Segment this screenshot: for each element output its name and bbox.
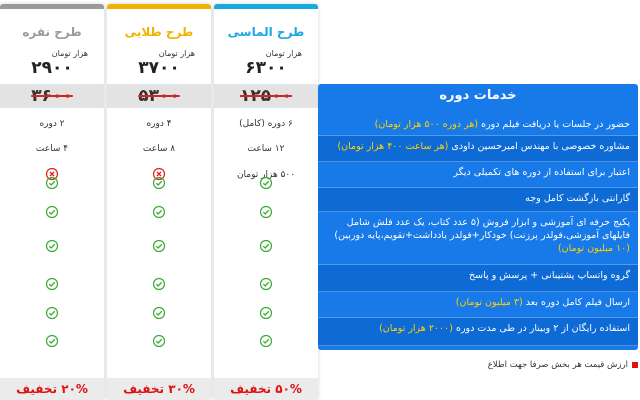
feature-text: گروه واتساپ پشتیبانی + پرسش و پاسخ bbox=[469, 270, 630, 281]
feature-text: استفاده رایگان از ۲ وبینار در طی مدت دوره bbox=[452, 323, 630, 334]
check-icon bbox=[152, 238, 166, 252]
check-icon bbox=[259, 204, 273, 218]
check-icon bbox=[259, 175, 273, 189]
plan-price: ۳۷۰۰ bbox=[138, 58, 180, 78]
feature-text: اعتبار برای استفاده از دوره های تکمیلی دیگر bbox=[453, 167, 630, 178]
plan-name: طرح طلایی bbox=[124, 25, 194, 39]
note-text: ارزش قیمت هر بخش صرفا جهت اطلاع bbox=[487, 360, 628, 370]
feature-value-highlight: (هر دوره ۵۰۰ هزار تومان) bbox=[374, 119, 479, 130]
check-icon bbox=[45, 305, 59, 319]
sessions-value: ۴ دوره bbox=[146, 119, 172, 129]
old-price: ۱۲۵۰۰ bbox=[240, 86, 292, 106]
feature-row bbox=[318, 265, 638, 292]
plan-price: ۶۳۰۰ bbox=[245, 58, 287, 78]
price-unit: هزار تومان bbox=[158, 49, 195, 58]
check-icon bbox=[259, 305, 273, 319]
feature-text: ارسال فیلم کامل دوره بعد bbox=[522, 297, 630, 308]
plan-name: طرح نقره bbox=[22, 25, 82, 39]
feature-row bbox=[318, 292, 638, 318]
feature-row bbox=[318, 212, 638, 265]
check-icon bbox=[152, 175, 166, 189]
discount-badge: ۵۰% تخفیف bbox=[214, 378, 318, 400]
feature-value-highlight: (۳ میلیون تومان) bbox=[455, 297, 523, 308]
check-icon bbox=[152, 276, 166, 290]
price-note bbox=[370, 360, 638, 370]
check-icon bbox=[152, 333, 166, 347]
old-price: ۵۳۰۰ bbox=[138, 86, 180, 106]
sessions-value: ۲ دوره bbox=[39, 119, 65, 129]
feature-row bbox=[318, 162, 638, 188]
check-icon bbox=[259, 238, 273, 252]
feature-row bbox=[318, 136, 638, 162]
feature-text: حضور در جلسات یا دریافت فیلم دوره bbox=[478, 119, 630, 130]
sessions-value: ۶ دوره (کامل) bbox=[239, 119, 293, 129]
check-icon bbox=[45, 204, 59, 218]
old-price-box bbox=[0, 84, 104, 108]
feature-text: پکیج حرفه ای آموزشی و ابزار فروش (۵ عدد کتاب، یک عدد فلش شامل فایلهای آموزشی،فولدر پرزنت) خودکار+فولدر یادداشت+تقویم،پایه دوربین) bbox=[334, 217, 630, 241]
feature-text: گارانتی بازگشت کامل وجه bbox=[525, 193, 630, 204]
feature-value-highlight: (۲۰۰۰ هزار تومان) bbox=[379, 323, 453, 334]
plan-top-accent bbox=[214, 4, 318, 9]
features-title: خدمات دوره bbox=[439, 88, 517, 103]
feature-value-highlight: (۱۰ میلیون تومان) bbox=[557, 243, 630, 254]
plan-top-accent bbox=[107, 4, 211, 9]
price-unit: هزار تومان bbox=[265, 49, 302, 58]
feature-text: مشاوره خصوصی با مهندس امیرحسین داودی bbox=[448, 141, 630, 152]
check-icon bbox=[45, 175, 59, 189]
feature-row bbox=[318, 318, 638, 346]
check-icon bbox=[45, 333, 59, 347]
discount-badge: ۳۰% تخفیف bbox=[107, 378, 211, 400]
feature-value-highlight: (هر ساعت ۴۰۰ هزار تومان) bbox=[337, 141, 449, 152]
note-bullet-icon bbox=[632, 362, 638, 368]
credit-value: ۵۰۰ هزار تومان bbox=[236, 170, 296, 180]
plan-top-accent bbox=[0, 4, 104, 9]
old-price: ۳۶۰۰ bbox=[31, 86, 73, 106]
check-icon bbox=[259, 333, 273, 347]
feature-row bbox=[318, 188, 638, 212]
plan-gold-card bbox=[107, 4, 211, 400]
hours-value: ۸ ساعت bbox=[142, 144, 176, 154]
hours-value: ۱۲ ساعت bbox=[247, 144, 285, 154]
price-unit: هزار تومان bbox=[51, 49, 88, 58]
feature-row bbox=[318, 114, 638, 136]
old-price-box bbox=[214, 84, 318, 108]
plan-price: ۲۹۰۰ bbox=[31, 58, 73, 78]
discount-badge: ۲۰% تخفیف bbox=[0, 378, 104, 400]
features-panel bbox=[318, 84, 638, 350]
plan-diamond-card bbox=[214, 4, 318, 400]
hours-value: ۴ ساعت bbox=[35, 144, 69, 154]
check-icon bbox=[259, 276, 273, 290]
plan-silver-card bbox=[0, 4, 104, 400]
check-icon bbox=[45, 238, 59, 252]
check-icon bbox=[152, 204, 166, 218]
check-icon bbox=[152, 305, 166, 319]
plan-name: طرح الماسی bbox=[227, 25, 305, 39]
check-icon bbox=[45, 276, 59, 290]
old-price-box bbox=[107, 84, 211, 108]
